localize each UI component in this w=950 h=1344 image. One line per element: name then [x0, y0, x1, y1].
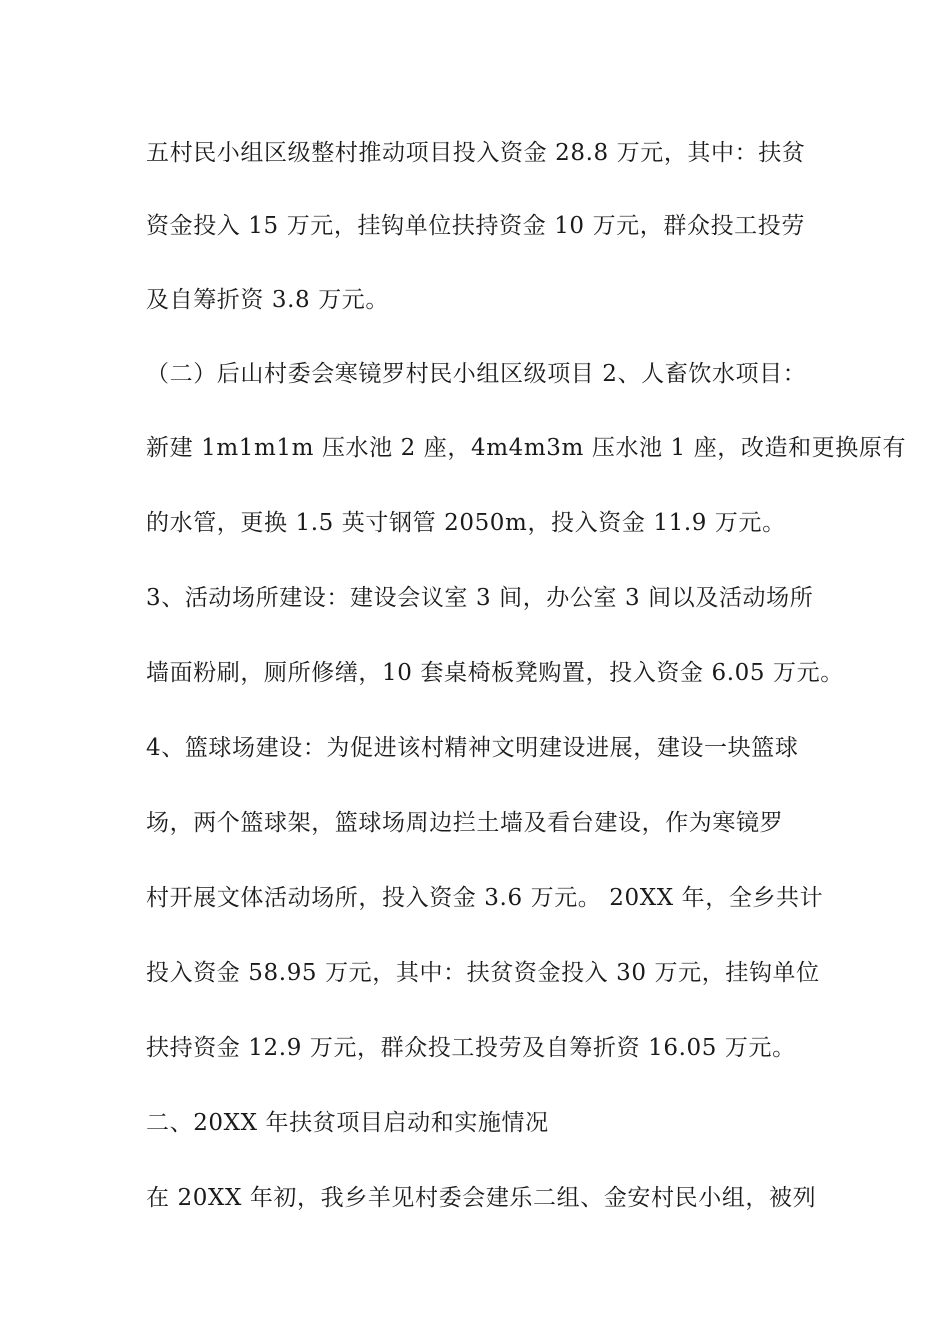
text-line-8: 墙面粉刷，厕所修缮，10 套桌椅板凳购置，投入资金 6.05 万元。 — [146, 660, 844, 686]
text-line-11: 村开展文体活动场所，投入资金 3.6 万元。 20XX 年，全乡共计 — [146, 885, 824, 911]
text-line-1: 五村民小组区级整村推动项目投入资金 28.8 万元，其中：扶贫 — [146, 140, 806, 166]
text-line-7: 3、活动场所建设：建设会议室 3 间，办公室 3 间以及活动场所 — [146, 585, 814, 611]
text-line-15: 在 20XX 年初，我乡羊见村委会建乐二组、金安村民小组，被列 — [146, 1185, 817, 1211]
text-line-4: （二）后山村委会寒镜罗村民小组区级项目 2、人畜饮水项目： — [146, 361, 807, 387]
section-heading: 二、20XX 年扶贫项目启动和实施情况 — [146, 1110, 549, 1136]
text-line-10: 场，两个篮球架，篮球场周边拦土墙及看台建设，作为寒镜罗 — [146, 810, 784, 836]
text-line-2: 资金投入 15 万元，挂钩单位扶持资金 10 万元，群众投工投劳 — [146, 213, 805, 239]
text-line-13: 扶持资金 12.9 万元，群众投工投劳及自筹折资 16.05 万元。 — [146, 1035, 796, 1061]
text-line-12: 投入资金 58.95 万元，其中：扶贫资金投入 30 万元，挂钩单位 — [146, 960, 820, 986]
text-line-9: 4、篮球场建设：为促进该村精神文明建设进展，建设一块篮球 — [146, 735, 799, 761]
text-line-3: 及自筹折资 3.8 万元。 — [146, 287, 389, 313]
text-line-6: 的水管，更换 1.5 英寸钢管 2050m，投入资金 11.9 万元。 — [146, 510, 786, 536]
text-line-5: 新建 1m1m1m 压水池 2 座，4m4m3m 压水池 1 座，改造和更换原有 — [146, 435, 907, 461]
